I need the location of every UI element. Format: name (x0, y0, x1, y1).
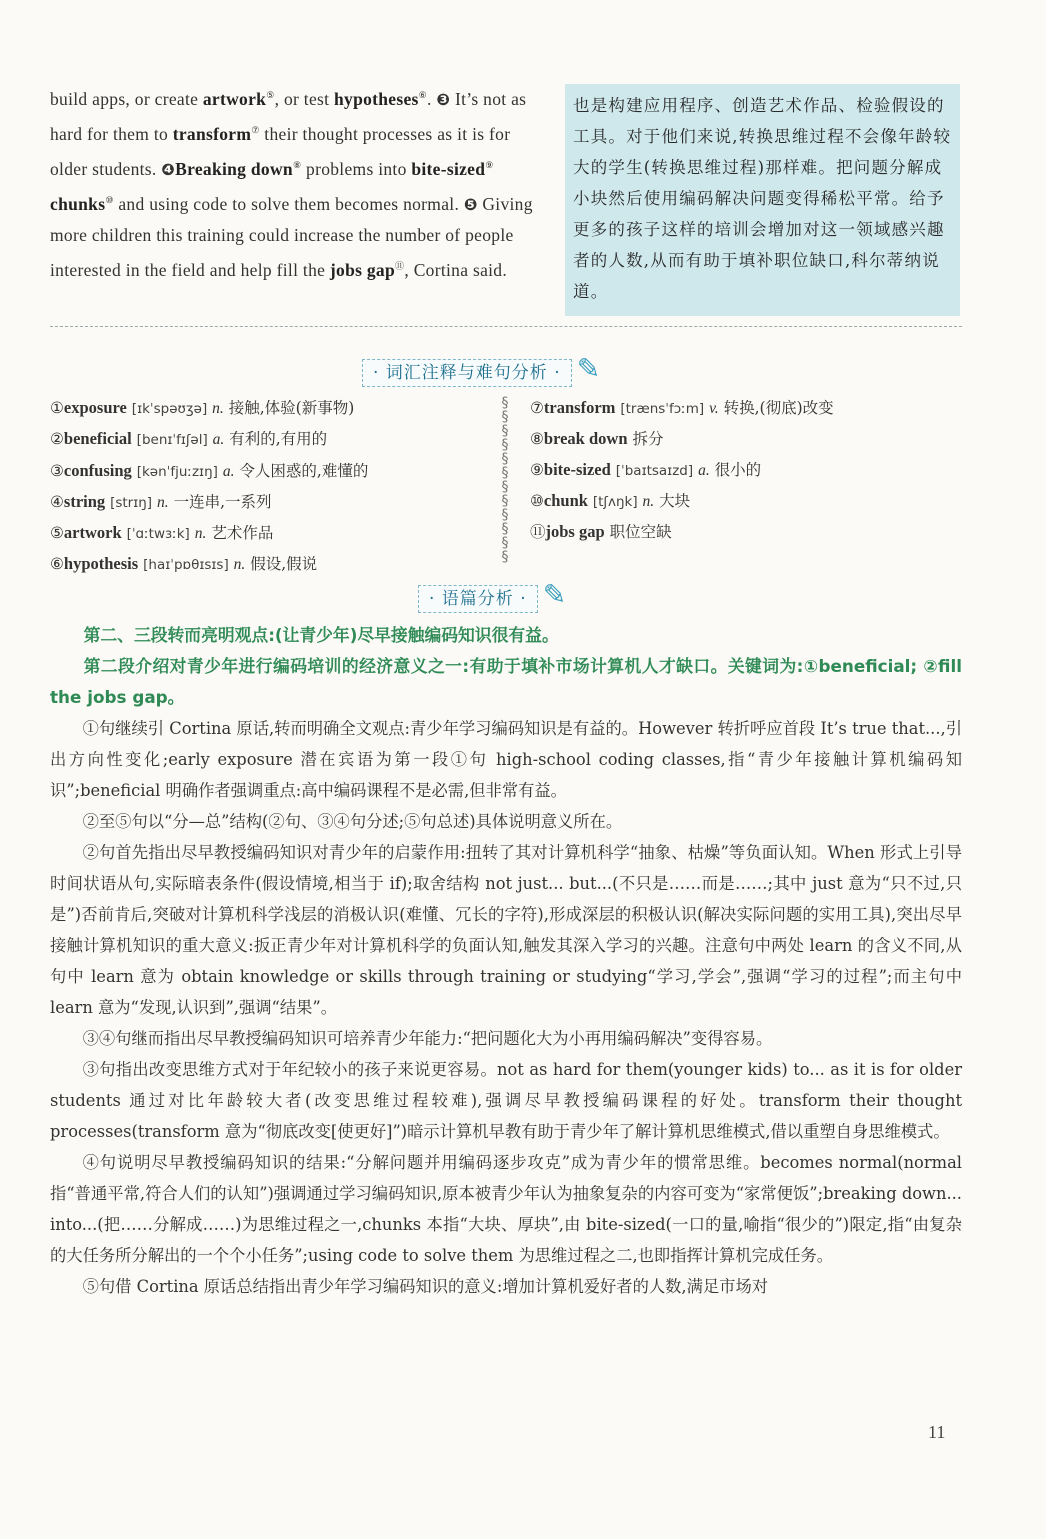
vocab-item: ⑥hypothesis [haɪˈpɒθɪsɪs] n. 假设,假说 (50, 554, 318, 574)
analysis-paragraph: ③④句继而指出尽早教授编码知识可培养青少年能力:“把问题化大为小再用编码解决”变得容易。 (82, 1029, 773, 1048)
vocab-item: ②beneficial [benɪˈfɪʃəl] a. 有利的,有用的 (50, 429, 328, 449)
pen-icon: ✎ (542, 578, 567, 611)
vocab-item: ⑨bite-sized [ˈbaɪtsaɪzd] a. 很小的 (530, 459, 762, 479)
vocab-item: ⑤artwork [ˈɑːtwɜːk] n. 艺术作品 (50, 523, 274, 543)
sentence-marker-5: ❺ (463, 194, 478, 214)
vocab-item: ⑩chunk [tʃʌŋk] n. 大块 (530, 490, 691, 510)
vocab-item: ①exposure [ɪkˈspəʊʒə] n. 接触,体验(新事物) (50, 398, 355, 417)
discourse-section-title: · 语篇分析 · (418, 585, 538, 613)
page-number: 11 (928, 1422, 946, 1442)
vocab-item: ⑦transform [trænsˈfɔːm] v. 转换,(彻底)改变 (530, 398, 834, 417)
vocab-section-header (362, 352, 600, 385)
english-passage: build apps, or create artwork⑤, or test hypotheses⑥. ❸ It’s not as hard for them to transform⑦ their thought processes as it is for older students. ❹Breaking down⑧ problems into bite-sized⑨ chunks⑩ and using code to solve them becomes normal. ❺ Giving more children this training could increase the number of people interested in the field and help fill the jobs gap⑪, Cortina said. (50, 88, 533, 281)
column-divider: § § § § § § § § § § § § (501, 395, 509, 565)
vocab-item: ③confusing [kənˈfjuːzɪŋ] a. 令人困惑的,难懂的 (50, 460, 369, 480)
pen-icon: ✎ (576, 352, 601, 385)
keyword-artwork: artwork (202, 88, 267, 109)
analysis-paragraph: ②句首先指出尽早教授编码知识对青少年的启蒙作用:扭转了其对计算机科学“抽象、枯燥”等负面认知。When 形式上引导时间状语从句,实际暗表条件(假设情境,相当于 if);取舍结构 not just... but...(不只是……而是……;其中 just 意为“只不过,只是”)否前肯后,突破对计算机科学浅层的消极认识(难懂、冗长的字符),形成深层的积极认识(解决实际问题的实用工具),突出尽早接触计算机知识的重大意义:扳正青少年对计算机科学的负面认知,触发其深入学习的兴趣。注意句中两处 learn 的含义不同,从句中 learn 意为 obtain knowledge or skills through training or studying“学习,学会”,强调“学习的过程”;而主句中 learn 意为“发现,认识到”,强调“结果”。 (50, 843, 962, 1017)
vocab-item: ⑪jobs gap 职位空缺 (530, 522, 672, 542)
analysis-paragraph: ②至⑤句以“分—总”结构(②句、③④句分述;⑤句总述)具体说明意义所在。 (82, 812, 623, 831)
section-divider (50, 326, 962, 327)
analysis-paragraph: ⑤句借 Cortina 原话总结指出青少年学习编码知识的意义:增加计算机爱好者的人数,满足市场对 (82, 1277, 769, 1296)
analysis-summary-2: 第二段介绍对青少年进行编码培训的经济意义之一:有助于填补市场计算机人才缺口。关键词为:①beneficial; ②fill the jobs gap。 (50, 656, 962, 707)
discourse-section-header (418, 578, 566, 611)
analysis-body (50, 620, 962, 1302)
sentence-marker-3: ❸ (436, 89, 451, 109)
translation-box: 也是构建应用程序、创造艺术作品、检验假设的工具。对于他们来说,转换思维过程不会像年龄较大的学生(转换思维过程)那样难。把问题分解成小块然后使用编码解决问题变得稀松平常。给予更多的孩子这样的培训会增加对这一领域感兴趣者的人数,从而有助于填补职位缺口,科尔蒂纳说道。 (565, 84, 960, 316)
vocab-item: ④string [strɪŋ] n. 一连串,一系列 (50, 491, 272, 511)
sentence-marker-4: ❹ (161, 159, 176, 179)
analysis-paragraph: ①句继续引 Cortina 原话,转而明确全文观点:青少年学习编码知识是有益的。However 转折呼应首段 It’s true that...,引出方向性变化;early exposure 潜在宾语为第一段①句 high-school coding classes,指“青少年接触计算机编码知识”;beneficial 明确作者强调重点:高中编码课程不是必需,但非常有益。 (50, 719, 962, 800)
vocab-item: ⑧break down 拆分 (530, 429, 664, 449)
analysis-summary-1: 第二、三段转而亮明观点:(让青少年)尽早接触编码知识很有益。 (83, 625, 559, 645)
analysis-paragraph: ④句说明尽早教授编码知识的结果:“分解问题并用编码逐步攻克”成为青少年的惯常思维。becomes normal(normal 指“普通平常,符合人们的认知”)强调通过学习编码知识,原本被青少年认为抽象复杂的内容可变为“家常便饭”;breaking down... into...(把……分解成……)为思维过程之一,chunks 本指“大块、厚块”,由 bite-sized(一口的量,喻指“很少的”)限定,指“由复杂的大任务所分解出的一个个小任务”;using code to solve them 为思维过程之二,也即指挥计算机完成任务。 (50, 1153, 962, 1265)
analysis-paragraph: ③句指出改变思维方式对于年纪较小的孩子来说更容易。not as hard for them(younger kids) to... as it is for older students 通过对比年龄较大者(改变思维过程较难),强调尽早教授编码课程的好处。transform their thought processes(transform 意为“彻底改变[使更好]”)暗示计算机早教有助于青少年了解计算机思维模式,借以重塑自身思维模式。 (50, 1060, 962, 1141)
vocab-section-title: · 词汇注释与难句分析 · (362, 359, 572, 387)
vocab-list-left (50, 393, 490, 581)
vocab-list-right (530, 393, 960, 547)
